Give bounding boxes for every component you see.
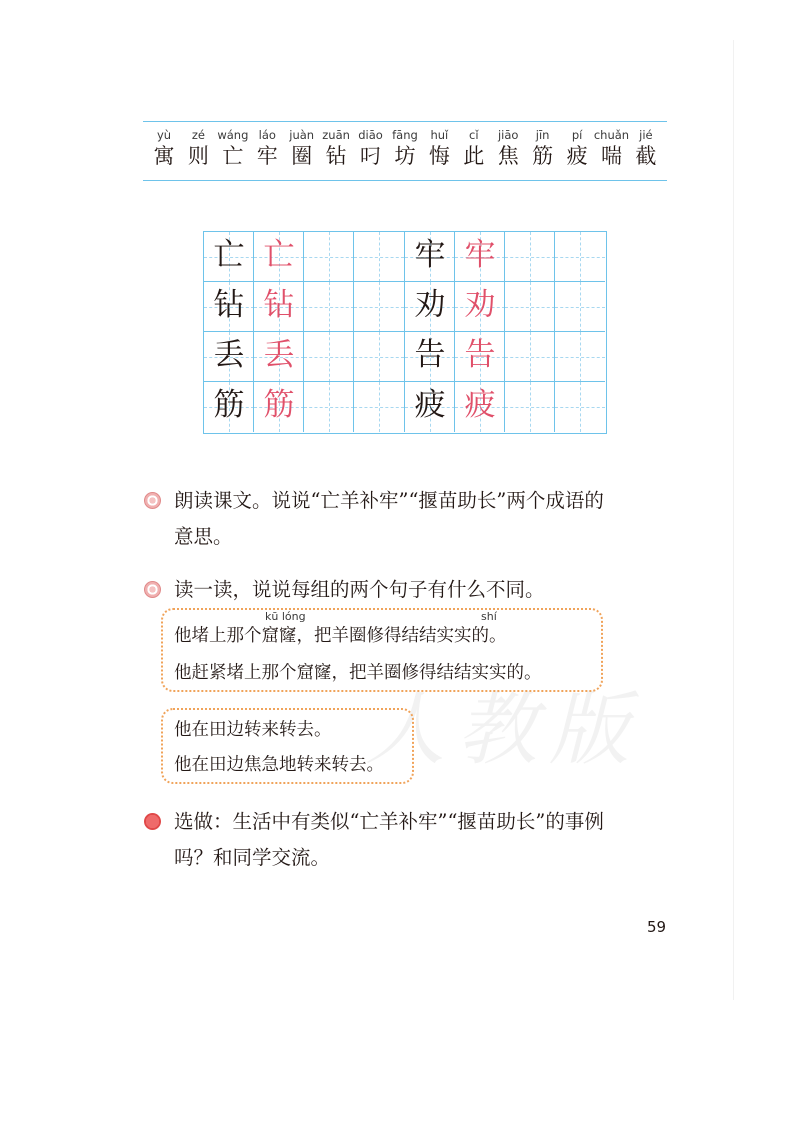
trace-character: 疲 bbox=[464, 387, 496, 423]
model-character: 丢 bbox=[213, 337, 245, 373]
grid-cell bbox=[304, 332, 354, 382]
trace-character: 丢 bbox=[263, 337, 295, 373]
exercise-1-bullet-icon bbox=[144, 492, 161, 509]
model-character: 亡 bbox=[213, 237, 245, 273]
vocabulary-strip bbox=[143, 121, 667, 181]
vocab-pinyin: zé bbox=[191, 128, 205, 142]
exercise-2-bullet-icon bbox=[144, 581, 161, 598]
vocab-word bbox=[562, 128, 592, 178]
grid-cell bbox=[555, 332, 605, 382]
vocab-pinyin: huǐ bbox=[430, 128, 449, 142]
model-character: 告 bbox=[414, 337, 446, 373]
vocabulary-row bbox=[143, 128, 667, 178]
writing-grid bbox=[203, 231, 607, 434]
trace-character: 筋 bbox=[263, 387, 295, 423]
vocab-character: 疲 bbox=[566, 144, 588, 168]
vocab-character: 截 bbox=[635, 144, 657, 168]
grid-cell bbox=[304, 282, 354, 332]
vocab-character: 喘 bbox=[600, 144, 622, 168]
grid-cell bbox=[555, 232, 605, 282]
group-2-sentence-2: 他在田边焦急地转来转去。 bbox=[174, 755, 384, 775]
vocab-word bbox=[356, 128, 386, 178]
page-edge bbox=[733, 40, 734, 1000]
vocab-pinyin: zuān bbox=[322, 128, 350, 142]
vocab-character: 圈 bbox=[291, 144, 313, 168]
grid-cell bbox=[354, 332, 404, 382]
vocab-word bbox=[252, 128, 282, 178]
vocab-pinyin: jīn bbox=[535, 128, 550, 142]
model-character: 牢 bbox=[414, 237, 446, 273]
vocab-character: 筋 bbox=[532, 144, 554, 168]
vocab-character: 悔 bbox=[428, 144, 450, 168]
vocab-character: 此 bbox=[463, 144, 485, 168]
vocab-word bbox=[390, 128, 420, 178]
grid-cell bbox=[354, 232, 404, 282]
group-1-sentence-1: 他堵上那个窟窿，把羊圈修得结结实实的。 bbox=[174, 626, 507, 646]
vocab-pinyin: jiāo bbox=[497, 128, 519, 142]
trace-character: 钻 bbox=[263, 287, 295, 323]
trace-character: 亡 bbox=[263, 237, 295, 273]
exercise-3-line-2: 吗？和同学交流。 bbox=[174, 846, 331, 869]
grid-cell bbox=[505, 232, 555, 282]
vocab-pinyin: pí bbox=[571, 128, 583, 142]
grid-cell bbox=[354, 282, 404, 332]
grid-cell bbox=[354, 382, 404, 432]
pinyin-shi: shí bbox=[481, 610, 497, 623]
vocab-character: 焦 bbox=[497, 144, 519, 168]
vocab-pinyin: yù bbox=[156, 128, 172, 142]
vocab-word bbox=[528, 128, 558, 178]
grid-cell bbox=[304, 382, 354, 432]
vocab-pinyin: wáng bbox=[217, 128, 249, 142]
vocab-character: 则 bbox=[187, 144, 209, 168]
vocab-word bbox=[321, 128, 351, 178]
grid-cell bbox=[304, 232, 354, 282]
vocab-character: 叼 bbox=[360, 144, 382, 168]
grid-column-line bbox=[353, 232, 354, 432]
exercise-3-line-1: 选做：生活中有类似“亡羊补牢”“揠苗助长”的事例 bbox=[174, 810, 604, 833]
model-character: 钻 bbox=[213, 287, 245, 323]
vocab-pinyin: láo bbox=[258, 128, 276, 142]
vocab-word bbox=[631, 128, 661, 178]
group-1-sentence-2: 他赶紧堵上那个窟窿，把羊圈修得结结实实的。 bbox=[174, 663, 542, 683]
vocab-word bbox=[287, 128, 317, 178]
vocab-word bbox=[459, 128, 489, 178]
exercise-1-line-1: 朗读课文。说说“亡羊补牢”“揠苗助长”两个成语的 bbox=[174, 489, 604, 512]
model-character: 疲 bbox=[414, 387, 446, 423]
vocab-pinyin: fāng bbox=[392, 128, 418, 142]
vocab-character: 牢 bbox=[256, 144, 278, 168]
vocab-pinyin: diāo bbox=[358, 128, 383, 142]
vocab-word bbox=[424, 128, 454, 178]
model-character: 劝 bbox=[414, 287, 446, 323]
exercise-2-instruction: 读一读，说说每组的两个句子有什么不同。 bbox=[174, 578, 545, 601]
vocab-word bbox=[593, 128, 630, 178]
watermark: 人教版 bbox=[365, 683, 641, 776]
vocab-pinyin: jié bbox=[639, 128, 653, 142]
page-number: 59 bbox=[647, 918, 667, 936]
grid-cell bbox=[555, 282, 605, 332]
grid-cell bbox=[505, 282, 555, 332]
vocab-pinyin: chuǎn bbox=[593, 128, 630, 142]
trace-character: 告 bbox=[464, 337, 496, 373]
grid-cell bbox=[555, 382, 605, 432]
grid-column-line bbox=[554, 232, 555, 432]
grid-cell bbox=[505, 332, 555, 382]
vocab-word bbox=[149, 128, 179, 178]
trace-character: 劝 bbox=[464, 287, 496, 323]
vocab-word bbox=[493, 128, 523, 178]
trace-character: 牢 bbox=[464, 237, 496, 273]
vocab-word bbox=[218, 128, 248, 178]
exercise-3-bullet-icon bbox=[144, 813, 161, 830]
vocab-pinyin: cǐ bbox=[469, 128, 479, 142]
vocab-character: 坊 bbox=[394, 144, 416, 168]
pinyin-kulong: kū lóng bbox=[265, 610, 306, 623]
vocab-word bbox=[183, 128, 213, 178]
grid-cell bbox=[505, 382, 555, 432]
vocab-character: 钻 bbox=[325, 144, 347, 168]
exercise-1-line-2: 意思。 bbox=[174, 525, 233, 548]
vocab-character: 寓 bbox=[153, 144, 175, 168]
vocab-pinyin: juàn bbox=[289, 128, 315, 142]
model-character: 筋 bbox=[213, 387, 245, 423]
group-2-sentence-1: 他在田边转来转去。 bbox=[174, 720, 332, 740]
vocab-character: 亡 bbox=[222, 144, 244, 168]
